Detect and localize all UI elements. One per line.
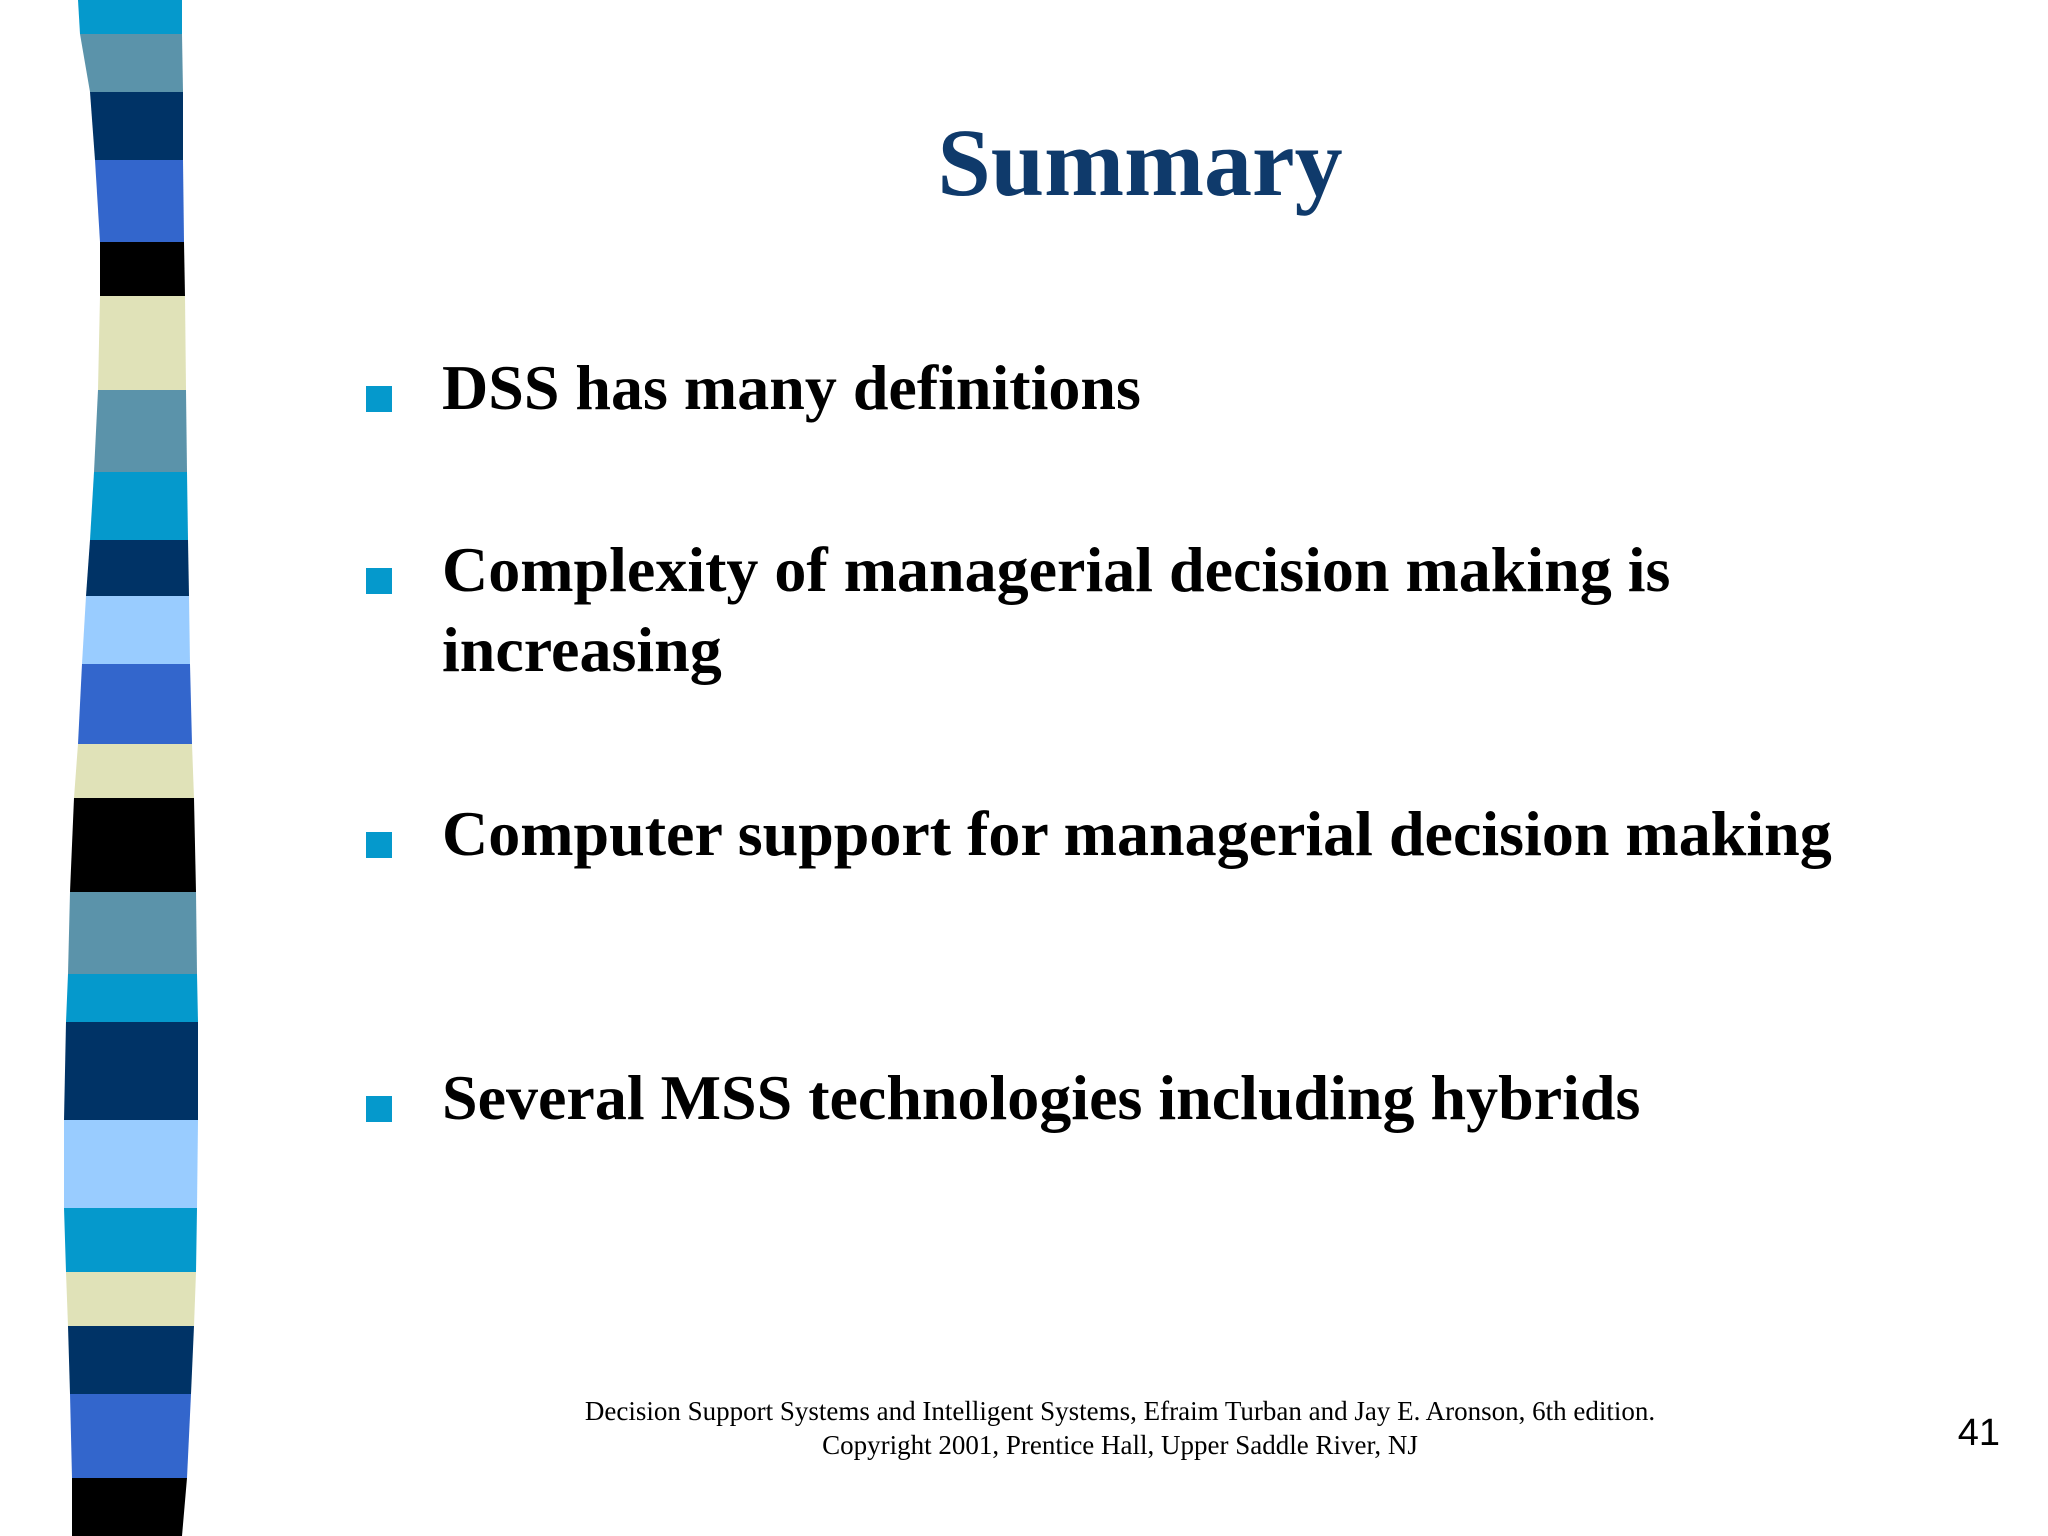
stripe-segment <box>100 242 185 296</box>
stripe-segment <box>95 160 184 242</box>
slide-title: Summary <box>937 109 1343 216</box>
stripe-segment <box>74 744 194 798</box>
stripe-segment <box>78 664 192 744</box>
stripe-segment <box>66 1272 196 1326</box>
bullet-text: Complexity of managerial decision making is increasing <box>442 534 1671 685</box>
footer-citation <box>420 1394 1820 1462</box>
stripe-segment <box>94 390 187 472</box>
stripe-segment <box>72 1478 187 1536</box>
stripe-segment <box>90 472 188 540</box>
bullet-text: Several MSS technologies including hybrids <box>442 1062 1641 1133</box>
bullet-text: Computer support for managerial decision making <box>442 798 1832 869</box>
square-bullet-icon <box>366 386 392 412</box>
stripe-segment <box>90 92 183 160</box>
stripe-segment <box>70 798 196 892</box>
footer-line: Decision Support Systems and Intelligent Systems, Efraim Turban and Jay E. Aronson, 6th edition. <box>584 1396 1656 1426</box>
stripe-segment <box>98 296 186 390</box>
footer-line: Copyright 2001, Prentice Hall, Upper Saddle River, NJ <box>822 1430 1418 1460</box>
square-bullet-icon <box>366 1096 392 1122</box>
stripe-segment <box>64 1208 197 1272</box>
stripe-segment <box>64 1120 198 1208</box>
stripe-segment <box>70 1394 191 1478</box>
square-bullet-icon <box>366 568 392 594</box>
stripe-segment <box>78 0 182 34</box>
square-bullet-icon <box>366 832 392 858</box>
decorative-stripe <box>0 0 220 1536</box>
stripe-segment <box>80 34 183 92</box>
bullet-text: DSS has many definitions <box>442 352 1141 423</box>
stripe-segment <box>86 540 189 596</box>
stripe-segment <box>82 596 190 664</box>
stripe-segment <box>68 892 197 974</box>
page-number: 41 <box>1957 1412 2000 1454</box>
stripe-segment <box>64 1022 198 1120</box>
stripe-segment <box>66 974 198 1022</box>
stripe-segment <box>68 1326 194 1394</box>
